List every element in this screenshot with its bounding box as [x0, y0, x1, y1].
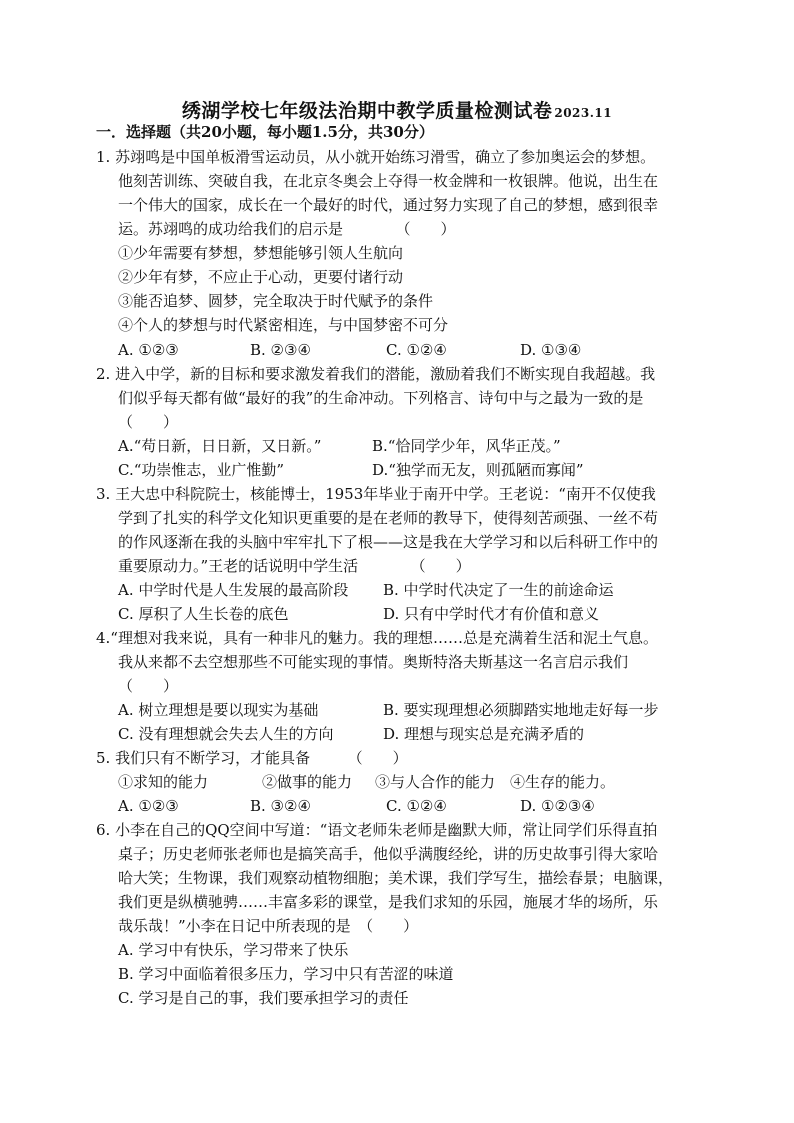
q5-option-d: D. ①②③④	[520, 797, 595, 815]
q5-item-4: ④生存的能力。	[510, 773, 616, 791]
q5-option-b: B. ③②④	[250, 797, 311, 815]
q1-line-1: 1. 苏翊鸣是中国单板滑雪运动员，从小就开始练习滑雪，确立了参加奥运会的梦想。	[96, 148, 656, 166]
exam-date: 2023.11	[554, 106, 613, 120]
q5-item-2: ②做事的能力	[262, 773, 353, 791]
q5-line-1: 5. 我们只有不断学习，才能具备 （ ）	[96, 749, 408, 767]
q6-line-3: 哈大笑；生物课，我们观察动植物细胞；美术课，我们学写生，描绘春景；电脑课，	[118, 869, 674, 887]
q3-line-2: 学到了扎实的科学文化知识更重要的是在老师的教导下，使得刻苦顽强、一丝不苟	[118, 509, 659, 527]
q1-option-c: C. ①②④	[386, 341, 447, 359]
q3-option-d: D. 只有中学时代才有价值和意义	[383, 605, 600, 623]
q6-line-2: 桌子；历史老师张老师也是搞笑高手，他似乎满腹经纶，讲的历史故事引得大家哈	[118, 845, 659, 863]
q2-line-3: （ ）	[118, 413, 179, 431]
q4-option-c: C. 没有理想就会失去人生的方向	[118, 725, 334, 743]
q5-item-1: ①求知的能力	[118, 773, 209, 791]
q1-item-3: ③能否追梦、圆梦，完全取决于时代赋予的条件	[118, 292, 434, 310]
q6-line-5: 哉乐哉！”小李在日记中所表现的是 （ ）	[118, 917, 419, 935]
q5-option-c: C. ①②④	[386, 797, 447, 815]
q4-option-a: A. 树立理想是要以现实为基础	[118, 701, 319, 719]
q3-option-a: A. 中学时代是人生发展的最高阶段	[118, 581, 349, 599]
q6-line-4: 我们更是纵横驰骋……丰富多彩的课堂，是我们求知的乐园，施展才华的场所，乐	[118, 893, 659, 911]
q5-item-3: ③与人合作的能力	[375, 773, 496, 791]
q1-option-a: A. ①②③	[118, 341, 179, 359]
q2-option-b: B.“恰同学少年，风华正茂。”	[372, 437, 561, 455]
q1-option-b: B. ②③④	[250, 341, 311, 359]
q1-line-3: 一个伟大的国家，成长在一个最好的时代，通过努力实现了自己的梦想，感到很幸	[118, 196, 659, 214]
q4-line-1: 4.“理想对我来说，具有一种非凡的魅力。我的理想……总是充满着生活和泥土气息。	[96, 629, 658, 647]
q1-item-2: ②少年有梦，不应止于心动，更要付诸行动	[118, 268, 404, 286]
q3-line-4: 重要原动力。”王老的话说明中学生活 （ ）	[118, 557, 471, 575]
q3-option-c: C. 厚积了人生长卷的底色	[118, 605, 289, 623]
q1-item-4: ④个人的梦想与时代紧密相连，与中国梦密不可分	[118, 316, 449, 334]
q4-option-d: D. 理想与现实总是充满矛盾的	[383, 725, 585, 743]
q3-line-3: 的作风逐渐在我的头脑中牢牢扎下了根——这是我在大学学习和以后科研工作中的	[118, 533, 659, 551]
q3-line-1: 3. 王大忠中科院院士，核能博士，1953年毕业于南开中学。王老说：“南开不仅使我	[96, 485, 656, 503]
q2-line-1: 2. 进入中学，新的目标和要求激发着我们的潜能，激励着我们不断实现自我超越。我	[96, 365, 656, 383]
section-heading: 一．选择题（共20小题，每小题1.5分，共30分）	[96, 123, 434, 141]
q4-option-b: B. 要实现理想必须脚踏实地地走好每一步	[383, 701, 659, 719]
q2-option-a: A.“苟日新，日日新，又日新。”	[118, 437, 322, 455]
q2-option-d: D.“独学而无友，则孤陋而寡闻”	[372, 461, 584, 479]
q4-line-3: （ ）	[118, 677, 179, 695]
q6-line-1: 6. 小李在自己的QQ空间中写道：“语文老师朱老师是幽默大师，常让同学们乐得直拍	[96, 821, 658, 839]
q2-line-2: 们似乎每天都有做“最好的我”的生命冲动。下列格言、诗句中与之最为一致的是	[118, 389, 644, 407]
q6-option-c: C. 学习是自己的事，我们要承担学习的责任	[118, 989, 409, 1007]
q1-option-d: D. ①③④	[520, 341, 582, 359]
q2-option-c: C.“功崇惟志，业广惟勤”	[118, 461, 285, 479]
q1-line-4: 运。苏翊鸣的成功给我们的启示是 （ ）	[118, 220, 456, 238]
q1-item-1: ①少年需要有梦想，梦想能够引领人生航向	[118, 244, 404, 262]
q6-option-a: A. 学习中有快乐，学习带来了快乐	[118, 941, 349, 959]
q6-option-b: B. 学习中面临着很多压力，学习中只有苦涩的味道	[118, 965, 454, 983]
q4-line-2: 我从来都不去空想那些不可能实现的事情。奥斯特洛夫斯基这一名言启示我们	[118, 653, 629, 671]
exam-title: 绣湖学校七年级法治期中教学质量检测试卷	[181, 100, 553, 122]
q5-option-a: A. ①②③	[118, 797, 179, 815]
q1-line-2: 他刻苦训练、突破自我，在北京冬奥会上夺得一枚金牌和一枚银牌。他说，出生在	[118, 172, 659, 190]
page-title	[0, 96, 794, 123]
q3-option-b: B. 中学时代决定了一生的前途命运	[383, 581, 614, 599]
